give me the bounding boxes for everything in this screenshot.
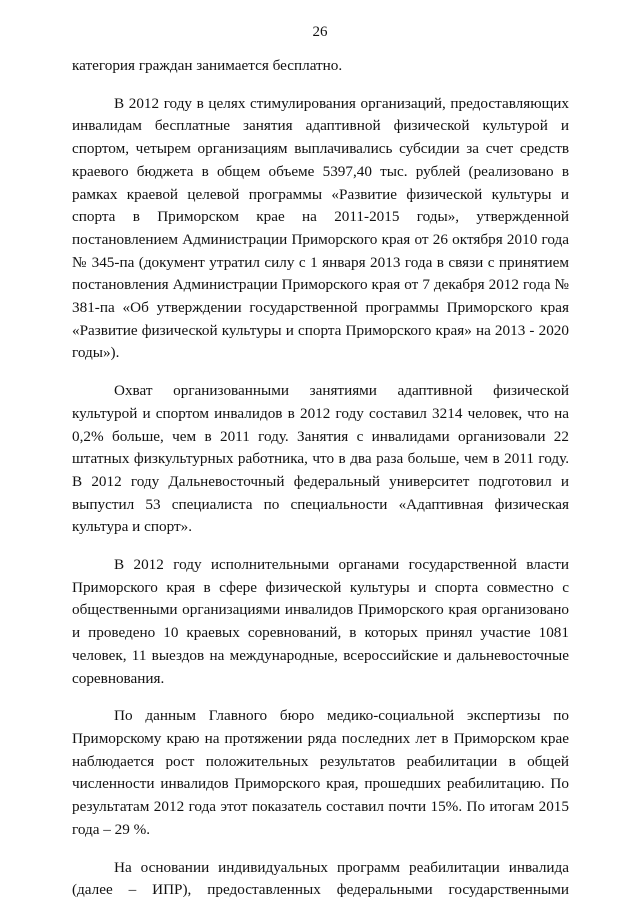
paragraph-competitions: В 2012 году исполнительными органами государственной власти Приморского края в сфере физической культуры и спорта совместно с общественными организациями инвалидов Приморского края организовано и проведено 10 краевых соревнований, в которых принял участие 1081 человек, 11 выездов на международные, всероссийские и дальневосточные соревнования. [72,556,569,687]
paragraph-continuation: категория граждан занимается бесплатно. [72,57,343,74]
body-text [72,55,569,902]
paragraph-ipr: На основании индивидуальных программ реабилитации инвалида (далее – ИПР), предоставленных федеральными государственными [72,858,569,899]
paragraph-coverage: Охват организованными занятиями адаптивной физической культурой и спортом инвалидов в 2012 году составил 3214 человек, что на 0,2% больше, чем в 2011 году. Занятия с инвалидами организовали 22 штатных физкультурных работника, что в два раза больше, чем в 2011 году. В 2012 году Дальневосточный федеральный университет подготовил и выпустил 53 специалиста по специальности «Адаптивная физическая культура и спорт». [72,382,569,536]
paragraph-subsidies: В 2012 году в целях стимулирования организаций, предоставляющих инвалидам бесплатные занятия адаптивной физической культурой и спортом, четырем организациям выплачивались субсидии за счет средств краевого бюджета в общем объеме 5397,40 тыс. рублей (реализовано в рамках краевой целевой программы «Развитие физической культуры и спорта в Приморском крае на 2011-2015 годы», утвержденной постановлением Администрации Приморского края от 26 октября 2010 года № 345-па (документ утратил силу с 1 января 2013 года в связи с принятием постановления Администрации Приморского края от 7 декабря 2012 года № 381-па «Об утверждении государственной программы Приморского края «Развитие физической культуры и спорта Приморского края» на 2013 - 2020 годы»). [72,94,569,362]
paragraph-rehabilitation: По данным Главного бюро медико-социальной экспертизы по Приморскому краю на протяжении ряда последних лет в Приморском крае наблюдается рост положительных результатов реабилитации в общей численности инвалидов Приморского края, прошедших реабилитацию. По результатам 2012 года этот показатель составил почти 15%. По итогам 2015 года – 29 %. [72,707,569,838]
page-number: 26 [312,24,328,40]
